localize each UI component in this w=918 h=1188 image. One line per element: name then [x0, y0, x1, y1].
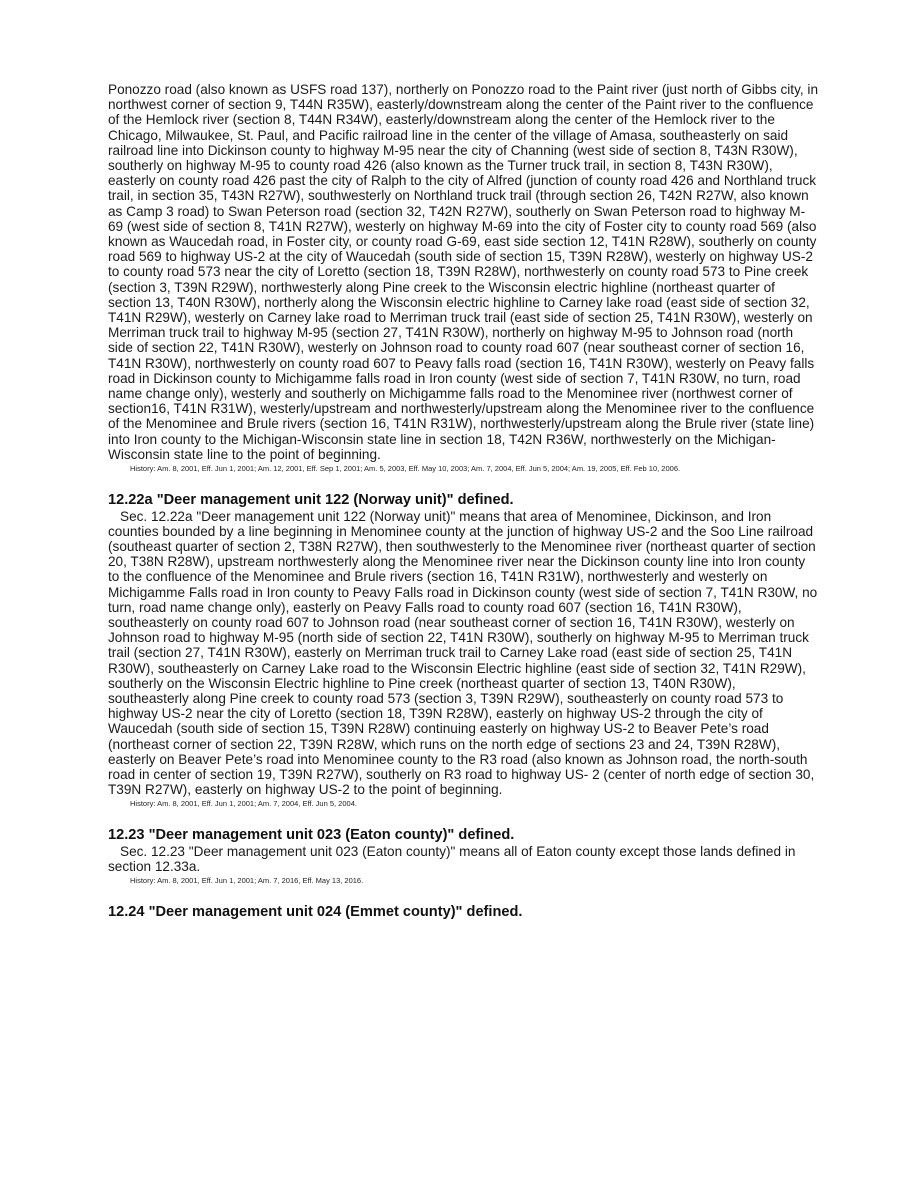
section-heading: 12.23 "Deer management unit 023 (Eaton county)" defined.	[108, 826, 515, 843]
continuation-block	[108, 82, 818, 474]
history-note: History: Am. 8, 2001, Eff. Jun 1, 2001; Am. 7, 2016, Eff. May 13, 2016.	[130, 876, 364, 886]
history-note: History: Am. 8, 2001, Eff. Jun 1, 2001; Am. 12, 2001, Eff. Sep 1, 2001; Am. 5, 2003, Eff. May 10, 2003; Am. 7, 2004, Eff. Jun 5, 2004; Am. 19, 2005, Eff. Feb 10, 2006.	[130, 464, 681, 474]
section-heading: 12.24 "Deer management unit 024 (Emmet county)" defined.	[108, 903, 523, 920]
continuation-paragraph: Ponozzo road (also known as USFS road 137), northerly on Ponozzo road to the Paint river (just north of Gibbs city, in northwest corner of section 9, T44N R35W), easterly/downstream along the center of the Paint river to the confluence of the Hemlock river (section 8, T44N R34W), easterly/downstream along the center of the Hemlock river to the Chicago, Milwaukee, St. Paul, and Pacific railroad line in the center of the village of Amasa, southeasterly on said railroad line into Dickinson county to highway M-95 near the city of Channing (west side of section 8, T43N R30W), southerly on highway M-95 to county road 426 (also known as the Turner truck trail, in section 8, T43N R30W), easterly on county road 426 past the city of Ralph to the city of Alfred (junction of county road 426 and Northland truck trail, in section 35, T43N R27W), southwesterly on Northland truck trail (through section 26, T42N R27W, also known as Camp 3 road) to Swan Peterson road (section 32, T42N R27W), southerly on Swan Peterson road to highway M-69 (west side of section 8, T41N R27W), westerly on highway M-69 into the city of Foster city to county road 569 (also known as Waucedah road, in Foster city, or county road G-69, east side section 12, T41N R28W), southerly on county road 569 to highway US-2 at the city of Waucedah (south side of section 15, T39N R28W), westerly on highway US-2 to county road 573 near the city of Loretto (section 18, T39N R28W), northwesterly on county road 573 to Pine creek (section 3, T39N R29W), northwesterly along Pine creek to the Wisconsin electric highline (northeast quarter of section 13, T40N R30W), northerly along the Wisconsin electric highline to Carney lake road (east side of section 32, T41N R29W), westerly on Carney lake road to Merriman truck trail (east side of section 25, T41N R30W), westerly on Merriman truck trail to highway M-95 (section 27, T41N R30W), northerly on highway M-95 to Johnson road (north side of section 22, T41N R30W), westerly on Johnson road to county road 607 (near southeast corner of section 16, T41N R30W), northwesterly on county road 607 to Peavy falls road (section 16, T41N R30W), westerly on Peavy falls road in Dickinson county to Michigamme falls road in Iron county (west side of section 7, T41N R30W, no turn, road name change only), westerly and southerly on Michigamme falls road to the Menominee river (northwest corner of section16, T41N R31W), westerly/upstream and northwesterly/upstream along the Menominee river to the confluence of the Menominee and Brule rivers (section 16, T41N R31W), northwesterly/upstream along the Brule river (state line) into Iron county to the Michigan-Wisconsin state line in section 18, T42N R36W, northwesterly on the Michigan- Wisconsin state line to the point of beginning.	[108, 82, 819, 462]
section-12-23	[108, 827, 818, 886]
section-heading: 12.22a "Deer management unit 122 (Norway unit)" defined.	[108, 491, 514, 508]
section-paragraph: Sec. 12.23 "Deer management unit 023 (Eaton county)" means all of Eaton county except those lands defined in section 12.33a.	[108, 843, 796, 875]
section-12-24	[108, 904, 818, 921]
section-12-22a	[108, 492, 818, 809]
section-paragraph: Sec. 12.22a "Deer management unit 122 (Norway unit)" means that area of Menominee, Dickinson, and Iron counties bounded by a line beginning in Menominee county at the junction of highway US-2 and the Soo Line railroad (southeast quarter of section 2, T38N R27W), then southwesterly to the Menominee river (northeast quarter of section 20, T38N R28W), upstream northwesterly along the Menominee river near the Dickinson county line into Iron county to the confluence of the Menominee and Brule rivers (section 16, T41N R31W), northwesterly and westerly on Michigamme Falls road in Iron county to Peavy Falls road in Dickinson county (west side of section 7, T41N R30W, no turn, road name change only), easterly on Peavy Falls road to county road 607 (section 16, T41N R30W), southeasterly on county road 607 to Johnson road (near southeast corner of section 16, T41N R30W), westerly on Johnson road to highway M-95 (north side of section 22, T41N R30W), southerly on highway M-95 to Merriman truck trail (section 27, T41N R30W), easterly on Merriman truck trail to Carney Lake road (east side of section 25, T41N R30W), southeasterly on Carney Lake road to the Wisconsin Electric highline (east side of section 32, T41N R29W), southerly on the Wisconsin Electric highline to Pine creek (northeast quarter of section 13, T40N R30W), southeasterly along Pine creek to county road 573 (section 3, T39N R29W), southeasterly on county road 573 to highway US-2 near the city of Loretto (section 18, T39N R28W), easterly on highway US-2 through the city of Waucedah (south side of section 15, T39N R28W) continuing easterly on highway US-2 to Beaver Pete’s road (northeast corner of section 22, T39N R28W, which runs on the north edge of sections 23 and 24, T39N R28W), easterly on Beaver Pete’s road into Menominee county to the R3 road (also known as Johnson road, the north-south road in center of section 19, T39N R27W), southerly on R3 road to highway US- 2 (center of north edge of section 30, T39N R27W), easterly on highway US-2 to the point of beginning.	[108, 508, 818, 798]
history-note: History: Am. 8, 2001, Eff. Jun 1, 2001; Am. 7, 2004, Eff. Jun 5, 2004.	[130, 799, 357, 809]
